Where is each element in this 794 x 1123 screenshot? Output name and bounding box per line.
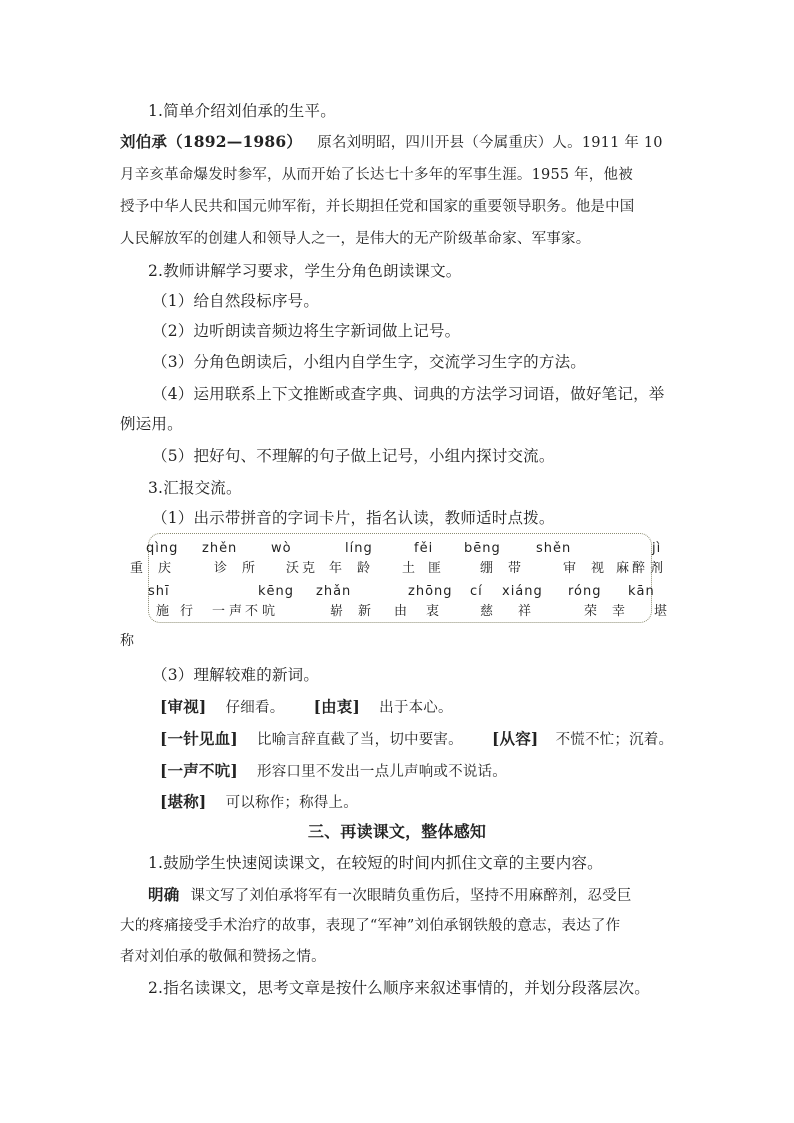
glossary-def: 仔细看。 bbox=[225, 700, 285, 716]
s3-item3: （3）理解较难的新词。 bbox=[152, 666, 320, 684]
glossary-def: 比喻言辞直截了当，切中要害。 bbox=[257, 732, 463, 748]
s2-item4b: 例运用。 bbox=[120, 415, 183, 433]
card-word-char: 年 bbox=[329, 561, 343, 576]
card-pinyin: xiáng bbox=[502, 584, 543, 599]
card-word-char: 龄 bbox=[357, 561, 371, 576]
glossary-def: 可以称作；称得上。 bbox=[225, 795, 358, 811]
glossary-row-4 bbox=[160, 791, 358, 814]
card-word-char: 吭 bbox=[262, 604, 276, 619]
card-pinyin: cí bbox=[470, 584, 483, 599]
card-pinyin: shī bbox=[148, 584, 170, 599]
card-word-char: 审 bbox=[563, 561, 577, 576]
s1-line1-text: 原名刘明昭，四川开县（今属重庆）人。1911 年 10 bbox=[317, 135, 663, 151]
card-pinyin: jì bbox=[652, 541, 662, 556]
card-pinyin: bēng bbox=[464, 541, 501, 556]
glossary-term: [堪称] bbox=[160, 792, 207, 811]
card-word-char: 堪 bbox=[654, 604, 668, 619]
card-word-char: 绷 bbox=[480, 561, 494, 576]
card-word-char: 声 bbox=[229, 604, 243, 619]
card-word-char: 土 bbox=[402, 561, 416, 576]
glossary-row-3 bbox=[160, 760, 507, 783]
s3-title: 3.汇报交流。 bbox=[148, 479, 242, 497]
card-word-char: 庆 bbox=[158, 561, 172, 576]
mq-label: 明确 bbox=[148, 885, 180, 904]
card-pinyin: kēng bbox=[258, 584, 295, 599]
card-pinyin: zhōng bbox=[408, 584, 453, 599]
s1-name: 刘伯承（1892—1986） bbox=[120, 132, 303, 151]
section3-mq-line2: 大的疼痛接受手术治疗的故事，表现了“军神”刘伯承钢铁般的意志，表达了作 bbox=[120, 918, 621, 934]
card-pinyin: kān bbox=[628, 584, 655, 599]
s2-item5: （5）把好句、不理解的句子做上记号，小组内探讨交流。 bbox=[152, 447, 555, 465]
card-word-char: 一 bbox=[212, 604, 226, 619]
card-pinyin: zhěn bbox=[202, 541, 238, 556]
glossary-def: 出于本心。 bbox=[379, 700, 453, 716]
card-word-char: 荣 bbox=[584, 604, 598, 619]
card-word-char: 剂 bbox=[650, 561, 664, 576]
mq-text: 课文写了刘伯承将军有一次眼睛负重伤后，坚持不用麻醉剂，忍受巨 bbox=[190, 888, 632, 904]
card-overflow-char: 称 bbox=[120, 633, 134, 649]
card-word-char: 麻 bbox=[616, 561, 630, 576]
section-heading: 三、再读课文，整体感知 bbox=[307, 822, 487, 841]
card-pinyin: líng bbox=[345, 541, 373, 556]
card-word-char: 重 bbox=[130, 561, 144, 576]
s1-line3: 授予中华人民共和国元帅军衔，并长期担任党和国家的重要领导职务。他是中国 bbox=[120, 199, 635, 215]
s3-item1: （1）出示带拼音的字词卡片，指名认读，教师适时点拨。 bbox=[152, 509, 555, 527]
card-word-char: 匪 bbox=[428, 561, 442, 576]
glossary-term: [由衷] bbox=[313, 697, 361, 716]
card-pinyin: qìng bbox=[146, 541, 179, 556]
card-pinyin: zhǎn bbox=[316, 584, 352, 599]
card-word-char: 由 bbox=[394, 604, 408, 619]
card-word-char: 幸 bbox=[612, 604, 626, 619]
card-word-char: 行 bbox=[180, 604, 194, 619]
s2-title: 2.教师讲解学习要求，学生分角色朗读课文。 bbox=[148, 262, 462, 280]
card-word-char: 沃 bbox=[286, 561, 300, 576]
card-word-char: 所 bbox=[242, 561, 256, 576]
s1-line1 bbox=[120, 131, 663, 154]
card-word-char: 新 bbox=[358, 604, 372, 619]
glossary-term: [审视] bbox=[160, 697, 207, 716]
section3-mq-line1 bbox=[148, 884, 632, 907]
s2-item4a: （4）运用联系上下文推断或查字典、词典的方法学习词语，做好笔记，举 bbox=[152, 385, 665, 403]
card-word-char: 带 bbox=[508, 561, 522, 576]
card-word-char: 崭 bbox=[330, 604, 344, 619]
glossary-def: 形容口里不发出一点儿声响或不说话。 bbox=[257, 764, 507, 780]
card-word-char: 克 bbox=[302, 561, 316, 576]
s1-title: 1.简单介绍刘伯承的生平。 bbox=[148, 102, 336, 120]
glossary-row-1 bbox=[160, 696, 453, 719]
card-pinyin: róng bbox=[568, 584, 602, 599]
glossary-term: [一声不吭] bbox=[160, 761, 238, 780]
glossary-term: [一针见血] bbox=[160, 729, 238, 748]
glossary-row-2 bbox=[160, 728, 673, 751]
glossary-def: 不慌不忙；沉着。 bbox=[555, 732, 674, 748]
card-word-char: 醉 bbox=[632, 561, 646, 576]
card-word-char: 不 bbox=[245, 604, 259, 619]
s2-item1: （1）给自然段标序号。 bbox=[152, 292, 320, 310]
section3-p2: 2.指名读课文，思考文章是按什么顺序来叙述事情的，并划分段落层次。 bbox=[148, 979, 650, 997]
card-word-char: 诊 bbox=[214, 561, 228, 576]
section3-p1: 1.鼓励学生快速阅读课文，在较短的时间内抓住文章的主要内容。 bbox=[148, 854, 603, 872]
card-word-char: 慈 bbox=[480, 604, 494, 619]
s1-line4: 人民解放军的创建人和领导人之一，是伟大的无产阶级革命家、军事家。 bbox=[120, 231, 591, 247]
section3-mq-line3: 者对刘伯承的敬佩和赞扬之情。 bbox=[120, 949, 326, 965]
s2-item2: （2）边听朗读音频边将生字新词做上记号。 bbox=[152, 322, 461, 340]
s2-item3: （3）分角色朗读后，小组内自学生字，交流学习生字的方法。 bbox=[152, 353, 586, 371]
card-pinyin: fěi bbox=[414, 541, 434, 556]
s1-line2: 月辛亥革命爆发时参军，从而开始了长达七十多年的军事生涯。1955 年，他被 bbox=[120, 167, 633, 183]
card-word-char: 衷 bbox=[426, 604, 440, 619]
glossary-term: [从容] bbox=[491, 729, 539, 748]
card-pinyin: wò bbox=[271, 541, 292, 556]
card-pinyin: shěn bbox=[536, 541, 572, 556]
card-word-char: 祥 bbox=[518, 604, 532, 619]
card-word-char: 视 bbox=[591, 561, 605, 576]
card-word-char: 施 bbox=[156, 604, 170, 619]
